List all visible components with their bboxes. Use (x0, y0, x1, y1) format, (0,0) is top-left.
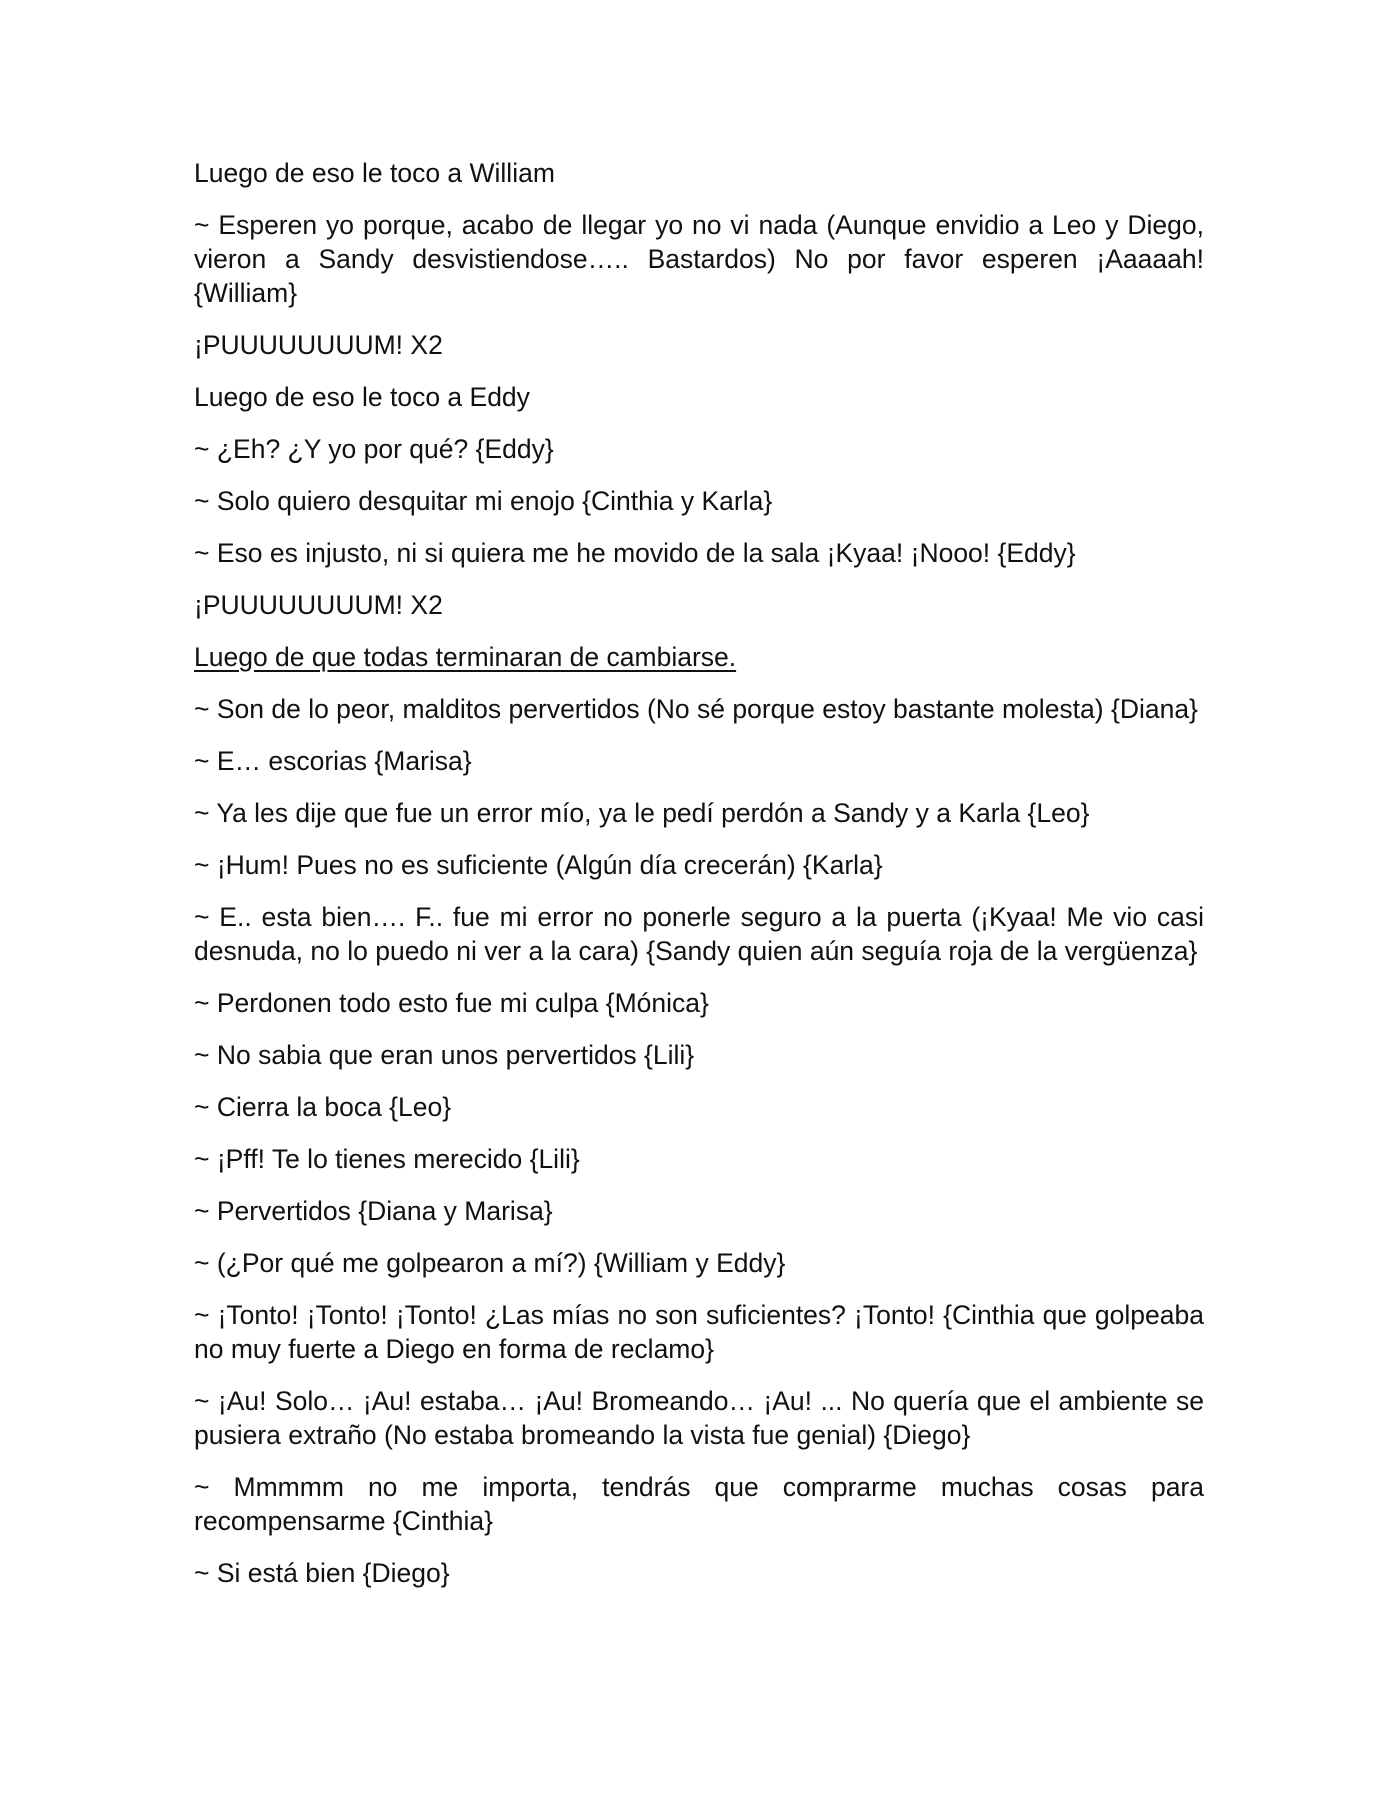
dialogue-line: ~ Si está bien {Diego} (194, 1558, 450, 1588)
dialogue-line: ~ Ya les dije que fue un error mío, ya le pedí perdón a Sandy y a Karla {Leo} (194, 798, 1090, 828)
dialogue-line: ~ Pervertidos {Diana y Marisa} (194, 1196, 553, 1226)
dialogue-line: ~ ¡Hum! Pues no es suficiente (Algún día crecerán) {Karla} (194, 850, 883, 880)
document-body (194, 156, 1204, 1608)
scene-heading: Luego de que todas terminaran de cambiarse. (194, 642, 737, 672)
sound-effect-line: ¡PUUUUUUUUM! X2 (194, 330, 443, 360)
narration-paragraph: Luego de eso le toco a William (194, 158, 555, 188)
dialogue-line: ~ Eso es injusto, ni si quiera me he movido de la sala ¡Kyaa! ¡Nooo! {Eddy} (194, 538, 1076, 568)
dialogue-line: ~ ¿Eh? ¿Y yo por qué? {Eddy} (194, 434, 554, 464)
dialogue-line: ~ E.. esta bien…. F.. fue mi error no ponerle seguro a la puerta (¡Kyaa! Me vio casi desnuda, no lo puedo ni ver a la cara) {Sandy quien aún seguía roja de la vergüenza} (194, 902, 1204, 966)
dialogue-line: ~ ¡Tonto! ¡Tonto! ¡Tonto! ¿Las mías no son suficientes? ¡Tonto! {Cinthia que golpeaba no muy fuerte a Diego en forma de reclamo} (194, 1300, 1204, 1364)
dialogue-line: ~ Solo quiero desquitar mi enojo {Cinthia y Karla} (194, 486, 773, 516)
narration-paragraph: Luego de eso le toco a Eddy (194, 382, 530, 412)
dialogue-line: ~ ¡Au! Solo… ¡Au! estaba… ¡Au! Bromeando… ¡Au! ... No quería que el ambiente se pusiera extraño (No estaba bromeando la vista fue genial) {Diego} (194, 1386, 1204, 1450)
dialogue-line: ~ Son de lo peor, malditos pervertidos (No sé porque estoy bastante molesta) {Diana} (194, 694, 1198, 724)
dialogue-line: ~ Cierra la boca {Leo} (194, 1092, 452, 1122)
dialogue-line: ~ No sabia que eran unos pervertidos {Lili} (194, 1040, 695, 1070)
sound-effect-line: ¡PUUUUUUUUM! X2 (194, 590, 443, 620)
dialogue-line: ~ Esperen yo porque, acabo de llegar yo no vi nada (Aunque envidio a Leo y Diego, vieron a Sandy desvistiendose….. Bastardos) No por favor esperen ¡Aaaaah! {William} (194, 210, 1204, 308)
dialogue-line: ~ (¿Por qué me golpearon a mí?) {William y Eddy} (194, 1248, 786, 1278)
dialogue-line: ~ Mmmmm no me importa, tendrás que comprarme muchas cosas para recompensarme {Cinthia} (194, 1472, 1204, 1536)
dialogue-line: ~ ¡Pff! Te lo tienes merecido {Lili} (194, 1144, 580, 1174)
dialogue-line: ~ E… escorias {Marisa} (194, 746, 472, 776)
dialogue-line: ~ Perdonen todo esto fue mi culpa {Mónica} (194, 988, 709, 1018)
